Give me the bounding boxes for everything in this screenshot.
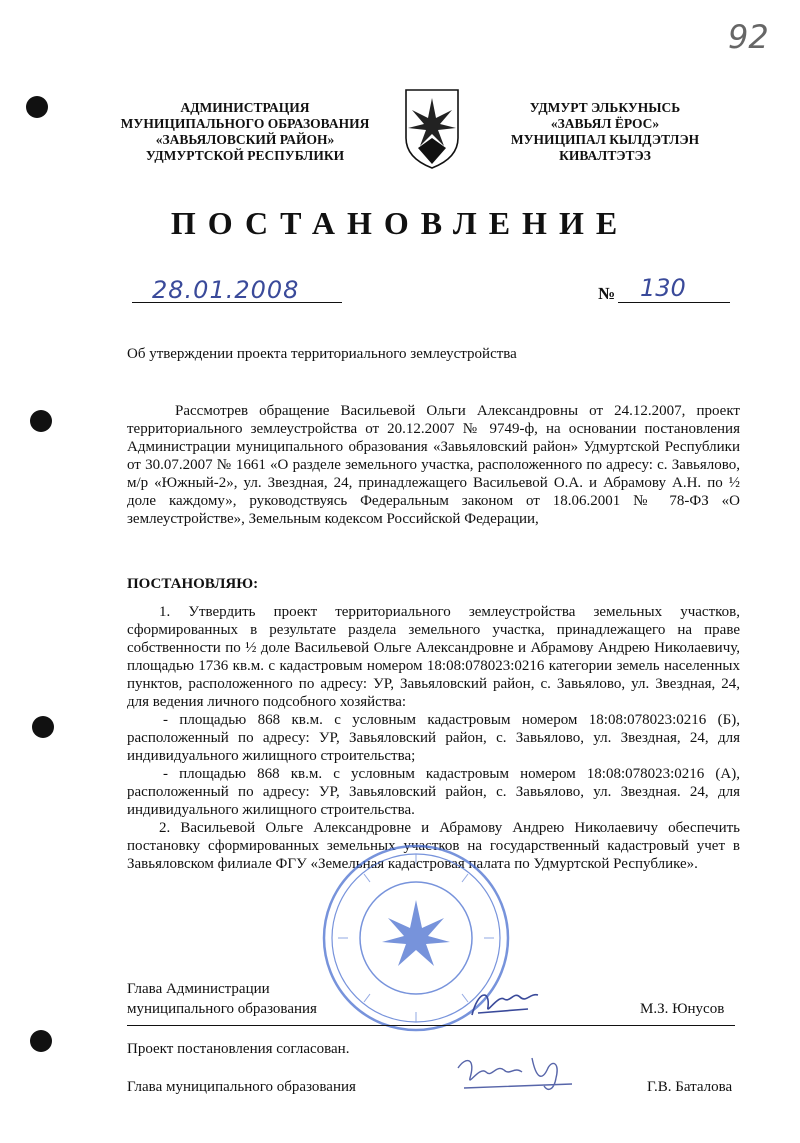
header-right-line-4: КИВАЛТЭТЭЗ: [559, 148, 651, 163]
header-left-line-1: АДМИНИСТРАЦИЯ: [180, 100, 310, 115]
handwritten-signature: [468, 985, 548, 1021]
header-left-line-4: УДМУРТСКОЙ РЕСПУБЛИКИ: [145, 148, 345, 163]
signatory-name: М.З. Юнусов: [640, 1001, 725, 1017]
approval-position: Глава муниципального образования: [127, 1079, 356, 1095]
decree-word: ПОСТАНОВЛЯЮ:: [127, 576, 259, 592]
signature-divider: [127, 1025, 735, 1026]
header-left-line-3: «ЗАВЬЯЛОВСКИЙ РАЙОН»: [155, 132, 335, 147]
header-right-line-1: УДМУРТ ЭЛЬКУНЫСЬ: [529, 100, 681, 115]
preamble-paragraph: [127, 402, 740, 528]
document-subject: Об утверждении проекта территориального землеустройства: [127, 346, 517, 362]
document-number: 130: [640, 274, 686, 302]
decree-items: [127, 603, 740, 873]
number-label: №: [598, 284, 616, 303]
header-left-line-2: МУНИЦИПАЛЬНОГО ОБРАЗОВАНИЯ: [120, 116, 370, 131]
page-number: 92: [728, 18, 769, 56]
document-date: 28.01.2008: [152, 276, 300, 304]
number-underline: [618, 302, 730, 303]
item-1: 1. Утвердить проект территориального землеустройства земельных участков, сформированных в результате раздела земельного участка, принадлежащего на праве собственности по ½ доле Васильевой Ольге Александровне и Абрамову Андрею Николаевичу, площадью 1736 кв.м. с кадастровым номером 18:08:078023:0216 категории земель населенных пунктов, расположенного по адресу: УР, Завьяловский район, с. Завьялово, ул. Звездная, 24, для ведения личного подсобного хозяйства:: [127, 604, 740, 710]
header-left: [110, 100, 380, 164]
punch-hole-4: [30, 1030, 52, 1052]
punch-hole-2: [30, 410, 52, 432]
punch-hole-3: [32, 716, 54, 738]
item-2: 2. Васильевой Ольге Александровне и Абрамову Андрею Николаевичу обеспечить постановку сформированных земельных участков на государственный кадастровый учет в Завьяловском филиале ФГУ «Земельная кадастровая палата по Удмуртской Республике».: [127, 820, 740, 872]
approval-note: Проект постановления согласован.: [127, 1041, 350, 1057]
approval-name: Г.В. Баталова: [647, 1079, 733, 1095]
header-right-line-2: «ЗАВЬЯЛ ЁРОС»: [550, 116, 660, 131]
emblem-logo: [400, 88, 464, 170]
item-1-sub-b: - площадью 868 кв.м. с условным кадастровым номером 18:08:078023:0216 (Б), расположенный по адресу: УР, Завьяловский район, с. Завьялово, ул. Звездная, 24, для индивидуального жилищного строительства;: [127, 712, 740, 764]
signatory-position-line-2: муниципального образования: [127, 1001, 317, 1017]
preamble-text: Рассмотрев обращение Васильевой Ольги Александровны от 24.12.2007, проект территориального землеустройства от 20.12.2007 № 9749-ф, на основании постановления Администрации муниципального образования «Завьяловский район» Удмуртской Республики от 30.07.2007 № 1661 «О разделе земельного участка, расположенного по адресу: с. Завьялово, м/р «Южный-2», ул. Звездная, 24, принадлежащего Васильевой О.А. и Абрамову А.Н. по ½ доле каждому», руководствуясь Федеральным законом от 18.06.2001 № 78-ФЗ «О землеустройстве», Земельным кодексом Российской Федерации,: [127, 403, 740, 527]
signatory-position-line-1: Глава Администрации: [127, 981, 270, 997]
date-underline: [132, 302, 342, 303]
item-1-sub-a: - площадью 868 кв.м. с условным кадастровым номером 18:08:078023:0216 (А), расположенный по адресу: УР, Завьяловский район, с. Завьялово, ул. Звездная. 24, для индивидуального жилищного строительства.: [127, 766, 740, 818]
header-right-line-3: МУНИЦИПАЛ КЫЛДЭТЛЭН: [510, 132, 700, 147]
header-right: [490, 100, 720, 164]
punch-hole-1: [26, 96, 48, 118]
approval-handwritten-signature: [452, 1048, 592, 1096]
document-title: ПОСТАНОВЛЕНИЕ: [170, 205, 630, 241]
